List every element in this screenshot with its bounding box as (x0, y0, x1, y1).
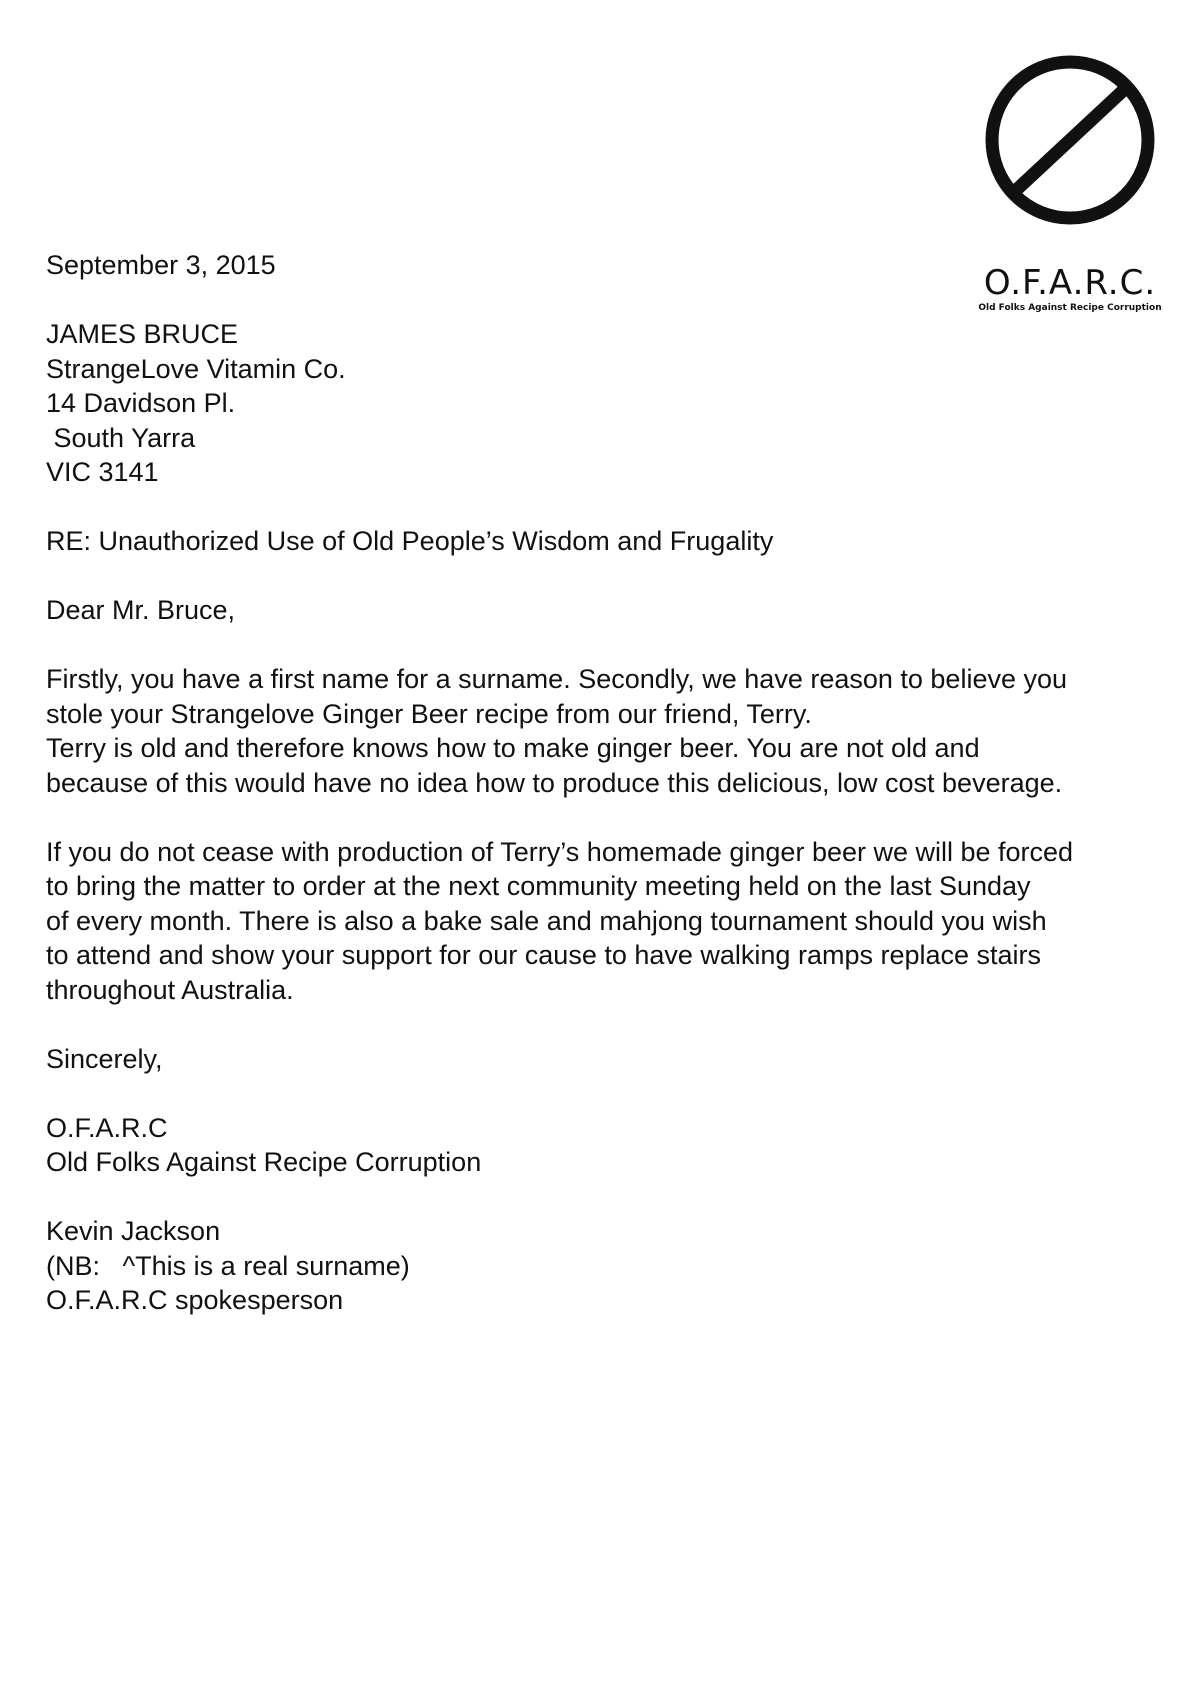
org-signature (46, 1111, 1166, 1180)
recipient-street: 14 Davidson Pl. (46, 388, 236, 418)
recipient-suburb: South Yarra (46, 422, 196, 453)
paragraph-line: If you do not cease with production of Terry’s homemade ginger beer we will be forced (46, 836, 1074, 867)
paragraph-line: throughout Australia. (46, 974, 294, 1005)
signer-name: Kevin Jackson (46, 1216, 221, 1246)
recipient-address (46, 317, 1166, 490)
letter-body (46, 248, 1166, 1318)
letter-subject: RE: Unauthorized Use of Old People’s Wisdom and Frugality (46, 526, 774, 556)
org-abbreviation: O.F.A.R.C (46, 1112, 168, 1143)
org-full-name: Old Folks Against Recipe Corruption (46, 1147, 482, 1177)
logo-subtitle: Old Folks Against Recipe Corruption (978, 303, 1162, 313)
person-signature (46, 1214, 1166, 1318)
paragraph-1 (46, 662, 1166, 800)
signer-note: (NB: ^This is a real surname) (46, 1250, 410, 1281)
paragraph-line: to attend and show your support for our cause to have walking ramps replace stairs (46, 940, 1042, 970)
recipient-state-postcode: VIC 3141 (46, 457, 159, 487)
paragraph-line: Firstly, you have a first name for a surname. Secondly, we have reason to believe you (46, 664, 1068, 694)
paragraph-line: stole your Strangelove Ginger Beer recipe from our friend, Terry. (46, 698, 812, 729)
paragraph-line: of every month. There is also a bake sale and mahjong tournament should you wish (46, 905, 1047, 936)
logo-title: O.F.A.R.C. (983, 263, 1157, 303)
paragraph-2 (46, 835, 1166, 1008)
letter-closing: Sincerely, (46, 1043, 163, 1074)
paragraph-line: to bring the matter to order at the next community meeting held on the last Sunday (46, 871, 1031, 901)
paragraph-line: Terry is old and therefore knows how to make ginger beer. You are not old and (46, 733, 980, 763)
letter-salutation: Dear Mr. Bruce, (46, 595, 236, 625)
letter-date: September 3, 2015 (46, 250, 276, 280)
recipient-company: StrangeLove Vitamin Co. (46, 353, 346, 384)
prohibition-sign-icon (982, 52, 1158, 228)
paragraph-line: because of this would have no idea how to produce this delicious, low cost beverage. (46, 767, 1063, 798)
recipient-name: JAMES BRUCE (46, 319, 239, 349)
signer-title: O.F.A.R.C spokesperson (46, 1285, 344, 1315)
